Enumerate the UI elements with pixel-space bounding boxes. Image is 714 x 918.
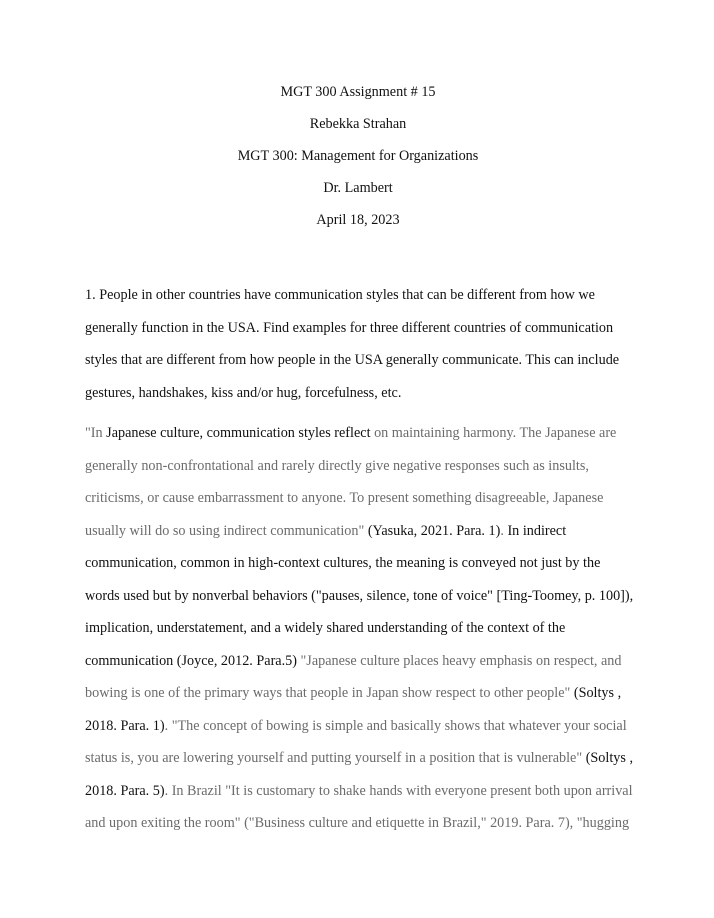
- question-line: 1. People in other countries have communication styles that can be different from how we: [85, 287, 595, 303]
- body-text: In indirect: [507, 522, 567, 539]
- title-block: [0, 82, 714, 242]
- answer-line: [85, 716, 645, 749]
- answer-line: [85, 683, 645, 716]
- answer-line: [85, 748, 645, 781]
- answer-line: [85, 651, 645, 684]
- citation: (Soltys ,: [585, 750, 633, 766]
- body-text: communication (Joyce, 2012. Para.5): [85, 652, 301, 669]
- question-paragraph: [85, 285, 645, 415]
- quote-text: . "The concept of bowing is simple and basically shows that whatever your social: [164, 717, 627, 734]
- answer-line: and upon exiting the room" ("Business culture and etiquette in Brazil," 2019. Para. 7), "hugging: [85, 815, 630, 831]
- answer-line: communication, common in high-context cultures, the meaning is conveyed not just by the: [85, 555, 601, 571]
- answer-line: [85, 781, 645, 814]
- answer-line: generally non-confrontational and rarely directly give negative responses such as insults,: [85, 457, 589, 474]
- punctuation: .: [500, 522, 508, 539]
- answer-line: words used but by nonverbal behaviors ("pauses, silence, tone of voice" [Ting-Toomey, p. 100]),: [85, 587, 634, 604]
- quote-text: usually will do so using indirect communication": [85, 522, 368, 539]
- citation: 2018. Para. 1): [85, 717, 165, 734]
- question-line: gestures, handshakes, kiss and/or hug, forcefulness, etc.: [85, 384, 402, 401]
- citation: 2018. Para. 5): [85, 782, 165, 799]
- quote-text: on maintaining harmony. The Japanese are: [370, 425, 617, 441]
- answer-line: implication, understatement, and a widely shared understanding of the context of the: [85, 620, 566, 636]
- answer-line: [85, 423, 645, 456]
- answer-paragraph: [85, 423, 645, 846]
- assignment-title: MGT 300 Assignment # 15: [280, 84, 436, 100]
- question-line: styles that are different from how people in the USA generally communicate. This can include: [85, 352, 620, 368]
- quote-text: status is, you are lowering yourself and putting yourself in a position that is vulnerable": [85, 750, 586, 766]
- answer-line: [85, 521, 645, 554]
- quote-text: . In Brazil "It is customary to shake hands with everyone present both upon arrival: [164, 782, 633, 799]
- citation: (Yasuka, 2021. Para. 1): [367, 522, 501, 539]
- quote-text: bowing is one of the primary ways that people in Japan show respect to other people": [85, 685, 574, 701]
- submission-date: April 18, 2023: [316, 212, 400, 228]
- author-name: Rebekka Strahan: [309, 116, 407, 132]
- answer-line: criticisms, or cause embarrassment to anyone. To present something disagreeable, Japanese: [85, 490, 604, 506]
- question-line: generally function in the USA. Find examples for three different countries of communication: [85, 319, 614, 336]
- topic-phrase: Japanese culture, communication styles reflect: [106, 425, 371, 441]
- instructor-name: Dr. Lambert: [323, 180, 393, 196]
- citation: (Soltys ,: [573, 685, 622, 701]
- quote-open: "In: [85, 425, 107, 441]
- course-name: MGT 300: Management for Organizations: [237, 148, 479, 164]
- quote-text: "Japanese culture places heavy emphasis on respect, and: [300, 652, 622, 669]
